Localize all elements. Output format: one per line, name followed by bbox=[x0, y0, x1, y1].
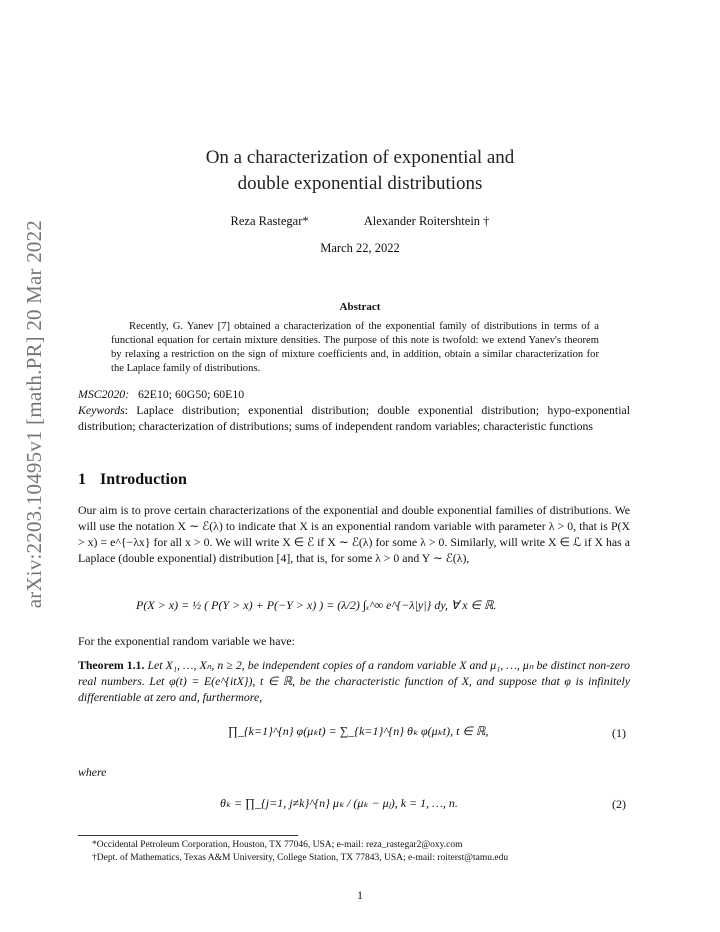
authors bbox=[0, 214, 720, 229]
msc-value: 62E10; 60G50; 60E10 bbox=[137, 387, 245, 401]
author-1: Reza Rastegar* bbox=[230, 214, 309, 228]
date: March 22, 2022 bbox=[320, 241, 400, 255]
section-number: 1 bbox=[78, 471, 86, 488]
title-line-1: On a characterization of exponential and bbox=[205, 147, 515, 168]
keywords bbox=[78, 402, 630, 434]
abstract-text: Recently, G. Yanev [7] obtained a characterization of the exponential family of distributions in terms of a functional equation for certain mixture densities. The purpose of this note is twofold: we extend Yanev's theorem by relaxing a restriction on the sign of mixture coefficients and, in addition, obtain a similar characterization for the Laplace family of distributions. bbox=[111, 321, 599, 374]
keywords-label: Keywords bbox=[78, 403, 125, 417]
theorem bbox=[78, 657, 630, 705]
msc-label: MSC2020: bbox=[78, 387, 130, 401]
where-text: where bbox=[78, 765, 107, 779]
footnote-2: †Dept. of Mathematics, Texas A&M University, College Station, TX 77843, USA; e-mail: roiterst@tamu.edu bbox=[92, 853, 509, 863]
footnote-rule bbox=[78, 835, 298, 836]
arxiv-stamp: arXiv:2203.10495v1 [math.PR] 20 Mar 2022 bbox=[22, 220, 46, 609]
equation-2-number: (2) bbox=[612, 797, 626, 811]
paper-title bbox=[0, 145, 720, 197]
title-line-2: double exponential distributions bbox=[237, 173, 483, 194]
section-title: Introduction bbox=[100, 471, 187, 488]
abstract-heading: Abstract bbox=[339, 301, 381, 313]
section-heading bbox=[78, 471, 187, 489]
theorem-text: Let X₁, …, Xₙ, n ≥ 2, be independent copies of a random variable X and μ₁, …, μₙ be distinct non-zero real numbers. Let φ(t) = E(e^{itX}), t ∈ ℝ, be the characteristic function of X, and suppose that φ is infinitely differentiable at zero and, furthermore, bbox=[78, 658, 631, 704]
footnote-1: *Occidental Petroleum Corporation, Houston, TX 77046, USA; e-mail: reza_rastegar2@oxy.com bbox=[92, 840, 463, 850]
equation-2: θₖ = ∏_{j=1, j≠k}^{n} μₖ / (μₖ − μⱼ), k = 1, …, n. bbox=[220, 796, 458, 810]
keywords-value: : Laplace distribution; exponential distribution; double exponential distribution; hypo-exponential distribution; characterization of distributions; sums of independent random variables; characteristic functions bbox=[78, 403, 630, 433]
msc-line bbox=[78, 386, 630, 402]
equation-1-number: (1) bbox=[612, 726, 626, 740]
intro-paragraph: Our aim is to prove certain characterizations of the exponential and double exponential families of distributions. We will use the notation X ∼ ℰ(λ) to indicate that X is an exponential random variable with parameter λ > 0, that is P(X > x) = e^{−λx} for all x > 0. We will write X ∈ ℰ if X ∼ ℰ(λ) for some λ > 0. Similarly, will write X ∈ ℒ if X has a Laplace (double exponential) distribution [4], that is, for some λ > 0 and Y ∼ ℰ(λ), bbox=[78, 503, 630, 565]
author-2: Alexander Roitershtein † bbox=[363, 214, 490, 228]
page-number: 1 bbox=[357, 888, 363, 902]
after-equation-text: For the exponential random variable we have: bbox=[78, 634, 295, 648]
theorem-label: Theorem 1.1. bbox=[78, 658, 145, 672]
equation-1: ∏_{k=1}^{n} φ(μₖt) = ∑_{k=1}^{n} θₖ φ(μₖt), t ∈ ℝ, bbox=[228, 724, 489, 738]
display-equation: P(X > x) = ½ ( P(Y > x) + P(−Y > x) ) = (λ/2) ∫ₓ^∞ e^{−λ|y|} dy, ∀ x ∈ ℝ. bbox=[136, 598, 497, 612]
